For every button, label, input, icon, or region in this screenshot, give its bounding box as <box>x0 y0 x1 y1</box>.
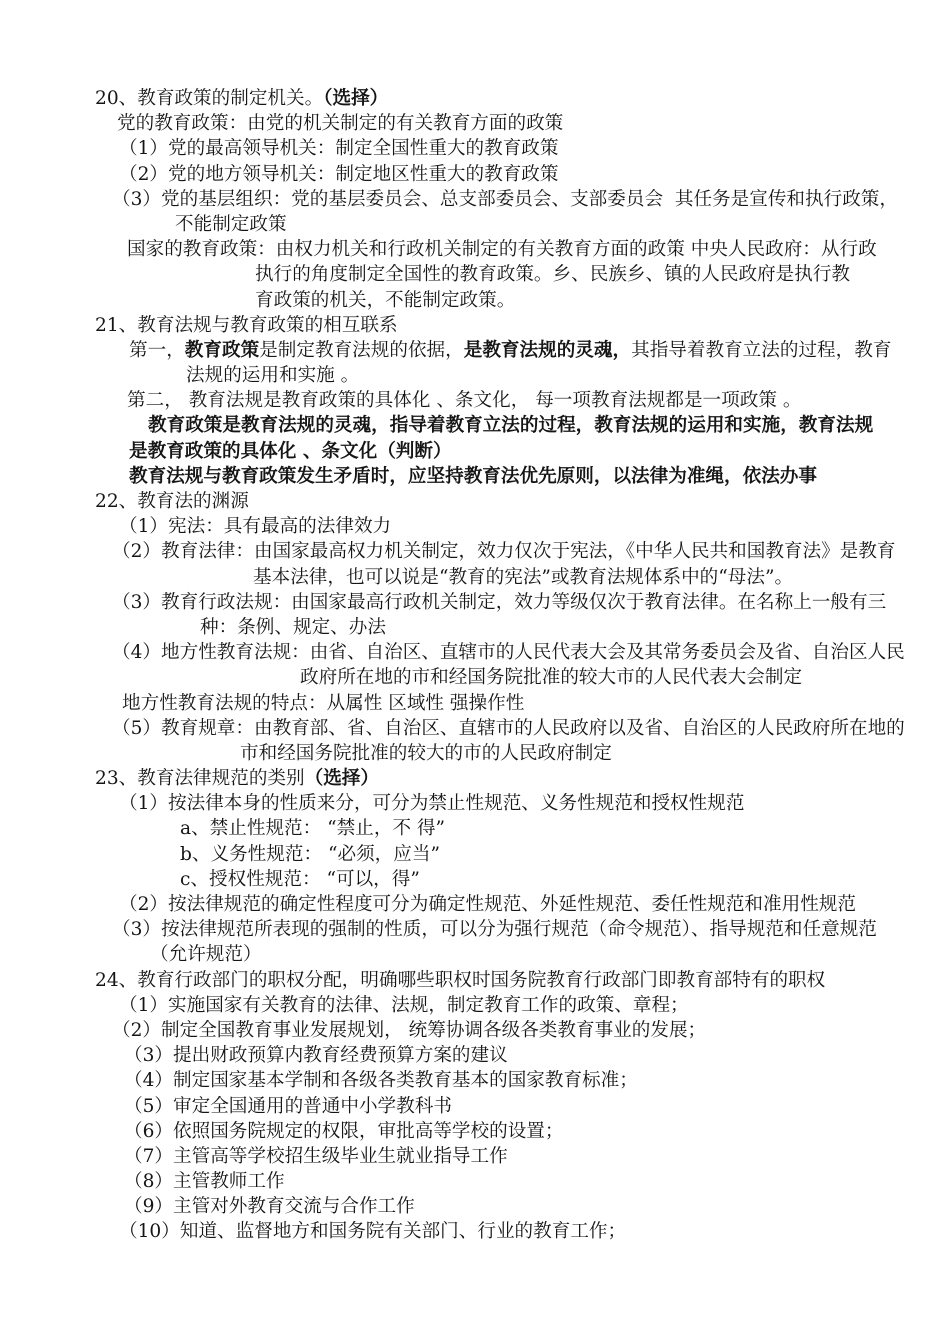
text-run: （1）按法律本身的性质来分，可分为禁止性规范、义务性规范和授权性规范 <box>119 793 745 815</box>
text-run: 党的教育政策：由党的机关制定的有关教育方面的政策 <box>117 113 564 135</box>
text-run: 政府所在地的市和经国务院批准的较大市的人民代表大会制定 <box>300 667 803 689</box>
text-line <box>0 1094 950 1119</box>
text-line <box>0 237 950 262</box>
text-line <box>0 993 950 1018</box>
text-line <box>0 615 950 640</box>
text-run: 第一， <box>129 339 185 361</box>
text-line <box>0 917 950 942</box>
text-run: （5）审定全国通用的普通中小学教科书 <box>124 1095 452 1117</box>
text-run: c、授权性规范： “可以，得” <box>180 868 420 890</box>
text-line <box>0 86 950 111</box>
bold-text-run: 是教育政策的具体化 、条文化（判断） <box>129 440 452 462</box>
text-line <box>0 1219 950 1244</box>
text-run: 国家的教育政策：由权力机关和行政机关制定的有关教育方面的政策 中央人民政府：从行政 <box>127 239 877 261</box>
text-line <box>0 262 950 287</box>
text-run: 第二， 教育法规是教育政策的具体化 、条文化， 每一项教育法规都是一项政策 。 <box>127 390 802 412</box>
text-run: 21、教育法规与教育政策的相互联系 <box>95 314 398 336</box>
document-body <box>0 86 950 1245</box>
bold-text-run: 是教育法规的灵魂， <box>463 339 632 361</box>
text-run: （7）主管高等学校招生级毕业生就业指导工作 <box>124 1145 508 1167</box>
text-line <box>0 665 950 690</box>
text-line <box>0 413 950 438</box>
text-run: （1）党的最高领导机关：制定全国性重大的教育政策 <box>119 138 559 160</box>
text-run: 基本法律，也可以说是“教育的宪法”或教育法规体系中的“母法”。 <box>253 566 794 588</box>
text-run: （9）主管对外教育交流与合作工作 <box>124 1196 415 1218</box>
text-line <box>0 867 950 892</box>
text-line <box>0 464 950 489</box>
text-line <box>0 968 950 993</box>
text-run: （1）宪法：具有最高的法律效力 <box>119 516 392 538</box>
text-line <box>0 1043 950 1068</box>
text-run: （2）党的地方领导机关：制定地区性重大的教育政策 <box>119 163 559 185</box>
text-line <box>0 1119 950 1144</box>
text-run: 地方性教育法规的特点：从属性 区域性 强操作性 <box>122 692 525 714</box>
text-line <box>0 212 950 237</box>
text-run: 法规的运用和实施 。 <box>186 365 360 387</box>
bold-text-run: （选择） <box>304 768 379 790</box>
bold-text-run: 教育政策是教育法规的灵魂，指导着教育立法的过程，教育法规的运用和实施，教育法规 <box>148 415 874 437</box>
text-line <box>0 489 950 514</box>
text-line <box>0 791 950 816</box>
text-run: a、禁止性规范： “禁止，不 得” <box>180 818 446 840</box>
text-run: （2）按法律规范的确定性程度可分为确定性规范、外延性规范、委任性规范和准用性规范 <box>119 894 856 915</box>
text-line <box>0 816 950 841</box>
text-run: （4）地方性教育法规：由省、自治区、直辖市的人民代表大会及其常务委员会及省、自治区人民 <box>112 642 905 664</box>
text-line <box>0 111 950 136</box>
text-run: （5）教育规章：由教育部、省、自治区、直辖市的人民政府以及省、自治区的人民政府所在地的 <box>112 717 905 739</box>
text-run: （2）制定全国教育事业发展规划， 统筹协调各级各类教育事业的发展； <box>112 1019 707 1041</box>
text-run: 不能制定政策 <box>175 213 287 235</box>
text-line <box>0 313 950 338</box>
text-line <box>0 590 950 615</box>
text-line <box>0 539 950 564</box>
text-run: 22、教育法的渊源 <box>95 491 249 512</box>
text-line <box>0 439 950 464</box>
text-run: （4）制定国家基本学制和各级各类教育基本的国家教育标准； <box>124 1070 638 1092</box>
text-run: 24、教育行政部门的职权分配，明确哪些职权时国务院教育行政部门即教育部特有的职权 <box>95 969 826 991</box>
text-line <box>0 565 950 590</box>
text-line <box>0 288 950 313</box>
text-line <box>0 187 950 212</box>
text-run: 其指导着教育立法的过程，教育 <box>631 339 892 361</box>
text-line <box>0 1068 950 1093</box>
text-run: 23、教育法律规范的类别 <box>95 768 305 790</box>
text-line <box>0 640 950 665</box>
text-line <box>0 766 950 791</box>
text-line <box>0 1144 950 1169</box>
text-line <box>0 1169 950 1194</box>
text-run: （3）教育行政法规：由国家最高行政机关制定，效力等级仅次于教育法律。在名称上一般有三 <box>112 591 887 613</box>
text-run: （8）主管教师工作 <box>124 1171 285 1193</box>
text-line <box>0 942 950 967</box>
text-line <box>0 136 950 161</box>
text-line <box>0 162 950 187</box>
text-line <box>0 842 950 867</box>
text-run: （3）党的基层组织：党的基层委员会、总支部委员会、支部委员会 其任务是宣传和执行政策， <box>112 188 898 210</box>
text-line <box>0 716 950 741</box>
text-line <box>0 1018 950 1043</box>
text-run: （3）按法律规范所表现的强制的性质，可以分为强行规范（命令规范）、指导规范和任意规范 <box>112 919 877 941</box>
text-run: 20、教育政策的制定机关。 <box>95 88 324 109</box>
text-run: 育政策的机关，不能制定政策。 <box>255 289 516 311</box>
text-line <box>0 691 950 716</box>
bold-text-run: 教育法规与教育政策发生矛盾时，应坚持教育法优先原则，以法律为准绳，依法办事 <box>129 465 817 487</box>
bold-text-run: （选择） <box>323 88 389 109</box>
text-run: （6）依照国务院规定的权限，审批高等学校的设置； <box>124 1120 564 1142</box>
text-run: 执行的角度制定全国性的教育政策。乡、民族乡、镇的人民政府是执行教 <box>255 264 851 286</box>
text-run: b、义务性规范： “必须，应当” <box>180 843 440 865</box>
text-run: （10）知道、监督地方和国务院有关部门、行业的教育工作； <box>119 1221 627 1243</box>
text-line <box>0 741 950 766</box>
text-run: （2）教育法律：由国家最高权力机关制定，效力仅次于宪法，《中华人民共和国教育法》是教育 <box>112 541 896 563</box>
text-run: 种：条例、规定、办法 <box>200 616 386 638</box>
text-line <box>0 363 950 388</box>
text-line <box>0 338 950 363</box>
text-line <box>0 514 950 539</box>
bold-text-run: 教育政策 <box>184 339 260 361</box>
text-line <box>0 388 950 413</box>
text-run: （3）提出财政预算内教育经费预算方案的建议 <box>124 1045 508 1067</box>
text-line <box>0 892 950 917</box>
text-run: （1）实施国家有关教育的法律、法规，制定教育工作的政策、章程； <box>119 994 689 1016</box>
text-line <box>0 1194 950 1219</box>
text-run: 是制定教育法规的依据， <box>259 339 464 361</box>
text-run: 市和经国务院批准的较大的市的人民政府制定 <box>240 742 612 764</box>
text-run: （允许规范） <box>150 944 262 966</box>
